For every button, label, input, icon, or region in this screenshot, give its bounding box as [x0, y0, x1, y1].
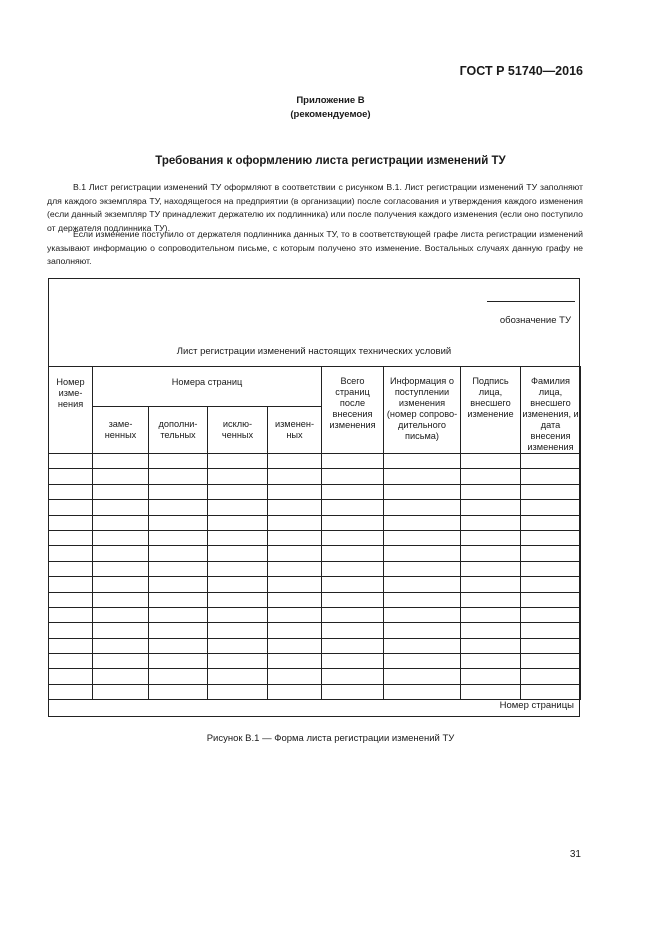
table-cell: [208, 454, 268, 469]
table-cell: [149, 546, 208, 561]
table-cell: [384, 484, 461, 499]
table-cell: [49, 623, 93, 638]
table-cell: [322, 469, 384, 484]
table-cell: [521, 654, 581, 669]
table-cell: [208, 654, 268, 669]
table-cell: [149, 469, 208, 484]
table-cell: [49, 607, 93, 622]
table-row: [49, 484, 581, 499]
table-cell: [521, 623, 581, 638]
table-cell: [322, 684, 384, 699]
table-cell: [521, 607, 581, 622]
table-cell: [208, 623, 268, 638]
table-cell: [268, 469, 322, 484]
appendix-heading: [0, 94, 661, 122]
table-row: [49, 454, 581, 469]
table-cell: [149, 669, 208, 684]
table-cell: [149, 607, 208, 622]
table-cell: [268, 561, 322, 576]
table-cell: [461, 469, 521, 484]
table-cell: [149, 515, 208, 530]
table-cell: [149, 623, 208, 638]
table-row: [49, 577, 581, 592]
table-cell: [93, 669, 149, 684]
table-cell: [461, 484, 521, 499]
table-row: [49, 530, 581, 545]
table-row: [49, 546, 581, 561]
table-cell: [149, 484, 208, 499]
table-cell: [521, 454, 581, 469]
table-cell: [461, 561, 521, 576]
table-cell: [93, 577, 149, 592]
table-cell: [93, 469, 149, 484]
table-cell: [461, 638, 521, 653]
table-cell: [384, 454, 461, 469]
sheet-title: Лист регистрации изменений настоящих технических условий: [176, 346, 452, 357]
table-cell: [521, 561, 581, 576]
table-cell: [461, 623, 521, 638]
table-cell: [322, 592, 384, 607]
col-signature: Подпись лица, внесшего изменение: [461, 367, 521, 454]
table-cell: [268, 530, 322, 545]
figure-caption: Рисунок В.1 — Форма листа регистрации изменений ТУ: [206, 733, 455, 744]
table-cell: [322, 546, 384, 561]
table-cell: [93, 515, 149, 530]
table-cell: [461, 454, 521, 469]
table-cell: [268, 515, 322, 530]
col-receipt-info: Информация о поступлении изменения (номер сопрово-дительного письма): [384, 367, 461, 454]
table-cell: [384, 515, 461, 530]
table-cell: [268, 654, 322, 669]
table-cell: [384, 530, 461, 545]
col-page-numbers: Номера страниц: [93, 367, 322, 407]
table-cell: [322, 669, 384, 684]
table-cell: [208, 484, 268, 499]
table-cell: [521, 484, 581, 499]
table-cell: [268, 638, 322, 653]
page-number-label: Номер страницы: [499, 700, 574, 711]
table-cell: [322, 530, 384, 545]
table-cell: [521, 638, 581, 653]
table-cell: [149, 654, 208, 669]
table-cell: [268, 484, 322, 499]
table-cell: [49, 515, 93, 530]
table-cell: [384, 577, 461, 592]
table-row: [49, 469, 581, 484]
designation-label: обозначение ТУ: [499, 315, 571, 326]
table-cell: [322, 577, 384, 592]
table-cell: [461, 669, 521, 684]
table-row: [49, 623, 581, 638]
table-cell: [268, 607, 322, 622]
table-cell: [384, 469, 461, 484]
section-title: Требования к оформлению листа регистрации изменений ТУ: [155, 155, 506, 167]
table-cell: [208, 577, 268, 592]
table-cell: [49, 500, 93, 515]
table-row: [49, 561, 581, 576]
paragraph-2: Если изменение поступило от держателя подлинника данных ТУ, то в соответствующей графе листа регистрации изменений указывают информацию о сопроводительном письме, с которым получено это изменение. Востальных случаях данную графу не заполняют.: [47, 229, 583, 267]
table-cell: [268, 454, 322, 469]
table-cell: [461, 654, 521, 669]
table-cell: [93, 561, 149, 576]
table-cell: [49, 454, 93, 469]
table-cell: [322, 484, 384, 499]
table-row: [49, 592, 581, 607]
table-cell: [521, 515, 581, 530]
col-change-number: Номер изме-нения: [49, 367, 93, 454]
appendix-label: Приложение В: [296, 95, 365, 106]
table-cell: [521, 469, 581, 484]
table-cell: [208, 561, 268, 576]
table-cell: [149, 592, 208, 607]
table-cell: [461, 684, 521, 699]
table-cell: [384, 561, 461, 576]
table-cell: [384, 500, 461, 515]
table-cell: [384, 638, 461, 653]
col-changed: изменен-ных: [268, 407, 322, 454]
table-cell: [208, 530, 268, 545]
table-cell: [521, 684, 581, 699]
table-cell: [93, 592, 149, 607]
designation-line: [487, 301, 575, 302]
table-cell: [322, 654, 384, 669]
table-cell: [268, 684, 322, 699]
table-cell: [268, 577, 322, 592]
table-cell: [49, 577, 93, 592]
table-cell: [93, 654, 149, 669]
table-cell: [322, 515, 384, 530]
table-cell: [208, 546, 268, 561]
table-cell: [49, 530, 93, 545]
table-cell: [461, 607, 521, 622]
table-cell: [521, 530, 581, 545]
change-registration-table: [48, 366, 581, 700]
table-cell: [384, 607, 461, 622]
table-row: [49, 669, 581, 684]
table-cell: [384, 623, 461, 638]
table-cell: [49, 546, 93, 561]
table-cell: [49, 684, 93, 699]
table-cell: [49, 469, 93, 484]
table-cell: [149, 500, 208, 515]
table-cell: [49, 669, 93, 684]
table-cell: [521, 592, 581, 607]
table-cell: [384, 684, 461, 699]
col-replaced: заме-ненных: [93, 407, 149, 454]
table-row: [49, 607, 581, 622]
table-cell: [208, 515, 268, 530]
page-number: 31: [569, 849, 581, 860]
table-cell: [208, 500, 268, 515]
table-cell: [521, 546, 581, 561]
table-cell: [49, 561, 93, 576]
table-row: [49, 515, 581, 530]
appendix-status: (рекомендуемое): [290, 109, 371, 120]
table-cell: [268, 669, 322, 684]
table-cell: [93, 607, 149, 622]
table-cell: [322, 561, 384, 576]
table-cell: [322, 638, 384, 653]
table-cell: [461, 515, 521, 530]
table-cell: [268, 592, 322, 607]
table-cell: [461, 546, 521, 561]
standard-number: ГОСТ Р 51740—2016: [459, 64, 583, 78]
table-cell: [149, 684, 208, 699]
table-cell: [521, 577, 581, 592]
table-cell: [384, 654, 461, 669]
table-row: [49, 500, 581, 515]
table-cell: [208, 638, 268, 653]
table-cell: [268, 500, 322, 515]
table-cell: [93, 484, 149, 499]
table-cell: [149, 638, 208, 653]
table-cell: [93, 684, 149, 699]
col-added: дополни-тельных: [149, 407, 208, 454]
table-cell: [461, 577, 521, 592]
table-cell: [49, 638, 93, 653]
table-row: [49, 654, 581, 669]
table-cell: [49, 654, 93, 669]
table-cell: [208, 669, 268, 684]
table-cell: [384, 546, 461, 561]
col-total-pages: Всего страниц после внесения изменения: [322, 367, 384, 454]
table-cell: [149, 454, 208, 469]
table-cell: [521, 669, 581, 684]
table-cell: [149, 577, 208, 592]
table-cell: [322, 454, 384, 469]
table-row: [49, 684, 581, 699]
table-row: [49, 638, 581, 653]
table-cell: [208, 684, 268, 699]
table-cell: [49, 484, 93, 499]
table-cell: [384, 669, 461, 684]
table-cell: [93, 530, 149, 545]
table-cell: [521, 500, 581, 515]
table-body: [49, 454, 581, 700]
table-cell: [384, 592, 461, 607]
table-cell: [461, 530, 521, 545]
table-cell: [93, 454, 149, 469]
table-cell: [208, 592, 268, 607]
table-cell: [461, 592, 521, 607]
table-cell: [93, 623, 149, 638]
table-cell: [268, 546, 322, 561]
col-surname-date: Фамилия лица, внесшего изменения, и дата внесения изменения: [521, 367, 581, 454]
table-cell: [149, 561, 208, 576]
paragraph-1: В.1 Лист регистрации изменений ТУ оформляют в соответствии с рисунком В.1. Лист регистрации изменений ТУ заполняют для каждого экземпляра ТУ, находящегося на предприятии (в организации) после согласования и утверждения каждого изменения (если данный экземпляр ТУ принадлежит держателю их подлинника) или после получения каждого изменения (если оно поступило от держателя подлинника ТУ).: [47, 182, 583, 233]
table-cell: [208, 607, 268, 622]
table-cell: [93, 638, 149, 653]
table-cell: [268, 623, 322, 638]
table-cell: [93, 546, 149, 561]
table-cell: [49, 592, 93, 607]
table-cell: [322, 500, 384, 515]
table-cell: [322, 623, 384, 638]
table-cell: [322, 607, 384, 622]
table-cell: [149, 530, 208, 545]
table-cell: [461, 500, 521, 515]
col-excluded: исклю-ченных: [208, 407, 268, 454]
table-cell: [208, 469, 268, 484]
table-cell: [93, 500, 149, 515]
